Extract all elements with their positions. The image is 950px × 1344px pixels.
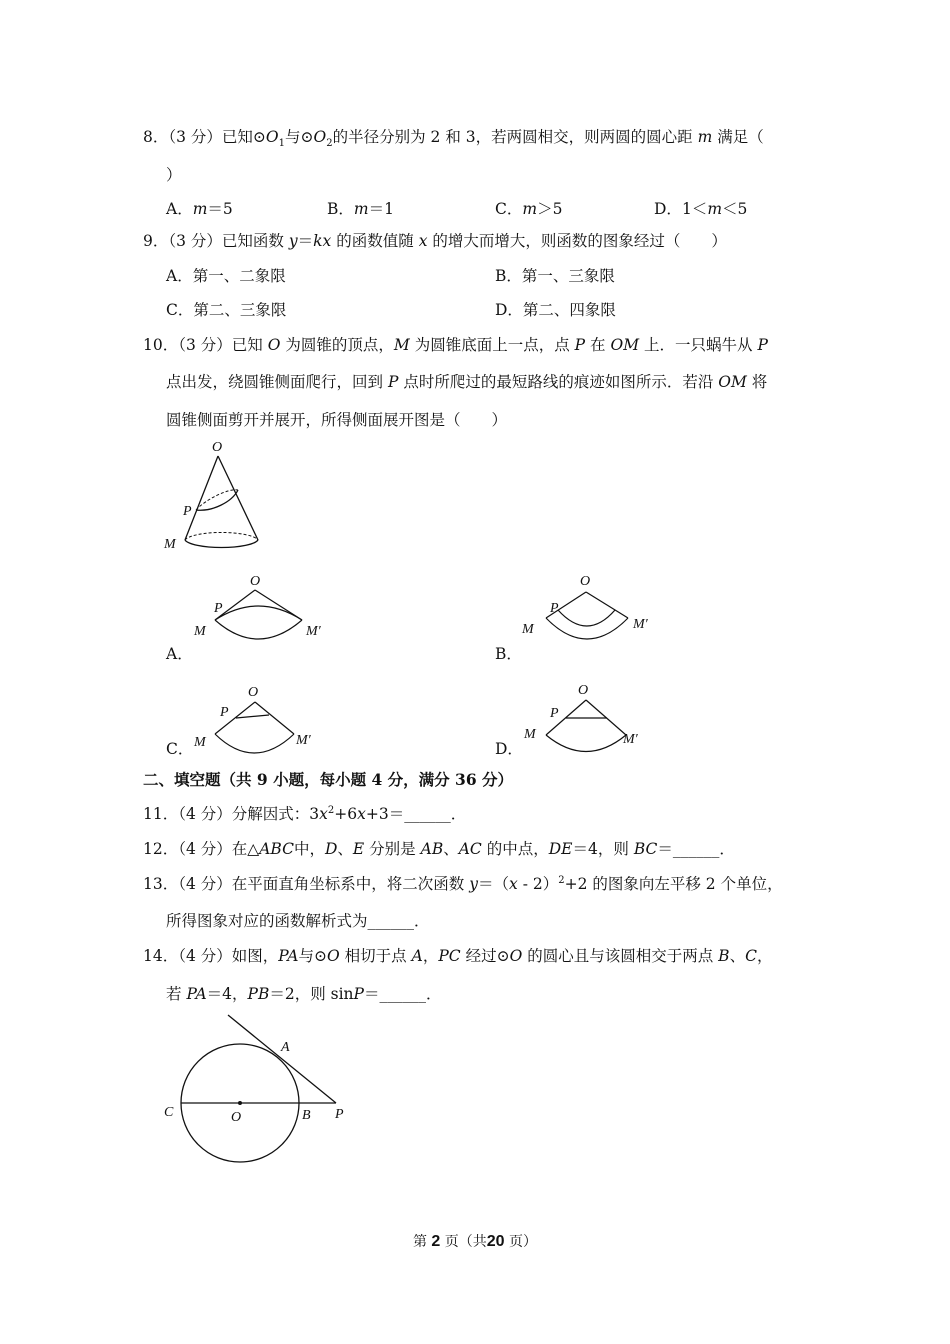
fig14-label-c: C bbox=[164, 1105, 174, 1120]
q8-close-paren: ） bbox=[166, 166, 182, 184]
figa-label-o: O bbox=[250, 574, 261, 589]
q8-option-d: D．1＜m＜5 bbox=[654, 200, 748, 218]
q10-line1: 10．（3 分）已知 O 为圆锥的顶点，M 为圆锥底面上一点，点 P 在 OM 上．一只蜗牛从 P bbox=[143, 336, 768, 354]
figa-label-p: P bbox=[214, 601, 223, 616]
q9-option-d: D．第二、四象限 bbox=[495, 301, 616, 319]
unfold-figure-c bbox=[190, 682, 330, 758]
tangent-circle-figure bbox=[158, 1010, 363, 1170]
figc-label-p: P bbox=[220, 705, 229, 720]
q10-option-b-label: B． bbox=[495, 645, 522, 663]
figb-label-o: O bbox=[580, 574, 591, 589]
page-number: 2 bbox=[431, 1233, 441, 1250]
figb-label-m: M bbox=[522, 622, 534, 637]
figc-label-m-prime: M′ bbox=[296, 733, 311, 748]
fig14-label-a: A bbox=[281, 1040, 290, 1055]
figc-label-o: O bbox=[248, 685, 259, 700]
q8-line1: 8．（3 分）已知$⊙O_1$与$⊙O_2$的半径分别为 2 和 3，若两圆相交，则两圆的圆心距 m 满足（ bbox=[143, 128, 764, 150]
unfold-figure-a bbox=[190, 570, 330, 646]
figd-label-m: M bbox=[524, 727, 536, 742]
q9-option-c: C．第二、三象限 bbox=[166, 301, 287, 319]
figb-label-p: P bbox=[550, 601, 559, 616]
q8-option-c: C．m＞5 bbox=[495, 200, 563, 218]
q12-line1: 12．（4 分）在△ABC中，D、E 分别是 AB、AC 的中点，DE＝4，则 BC＝______． bbox=[143, 840, 735, 858]
q10-option-d-label: D． bbox=[495, 740, 523, 758]
figb-label-m-prime: M′ bbox=[633, 617, 648, 632]
q14-line2: 若 PA＝4，PB＝2，则 sinP＝______． bbox=[166, 985, 442, 1003]
cone-label-m: M bbox=[164, 537, 176, 552]
unfold-figure-d bbox=[520, 680, 660, 756]
q11-line1: 11．（4 分）分解因式：$3x^2+6x+3=\_\_\_\_\_\_$． bbox=[143, 804, 467, 823]
q9-option-b: B．第一、三象限 bbox=[495, 267, 615, 285]
figd-label-m-prime: M′ bbox=[623, 732, 638, 747]
page-footer: 第 2 页（共20 页） bbox=[412, 1233, 538, 1250]
figd-label-p: P bbox=[550, 706, 559, 721]
q10-option-c-label: C． bbox=[166, 740, 194, 758]
fig14-label-p: P bbox=[335, 1107, 344, 1122]
q9-line1: 9．（3 分）已知函数 y＝kx 的函数值随 x 的增大而增大，则函数的图象经过（ ） bbox=[143, 232, 727, 250]
q13-line2: 所得图象对应的函数解析式为______． bbox=[166, 912, 430, 930]
tangent-line-pa bbox=[228, 1015, 336, 1103]
fig14-label-b: B bbox=[302, 1108, 311, 1123]
q10-line2: 点出发，绕圆锥侧面爬行，回到 P 点时所爬过的最短路线的痕迹如图所示．若沿 OM 将 bbox=[166, 373, 768, 391]
q8-option-b: B．m＝1 bbox=[327, 200, 394, 218]
q10-line3: 圆锥侧面剪开并展开，所得侧面展开图是（ ） bbox=[166, 411, 508, 429]
figa-label-m-prime: M′ bbox=[306, 624, 321, 639]
fig14-label-o: O bbox=[231, 1110, 242, 1125]
section-heading-fill-in: 二、填空题（共 9 小题，每小题 4 分，满分 36 分） bbox=[143, 770, 514, 789]
figa-label-m: M bbox=[194, 624, 206, 639]
q14-line1: 14．（4 分）如图，PA与⊙O 相切于点 A，PC 经过⊙O 的圆心且与该圆相交于两点 B、C， bbox=[143, 947, 773, 965]
center-dot bbox=[238, 1101, 242, 1105]
unfold-figure-b bbox=[518, 570, 658, 646]
figc-label-m: M bbox=[194, 735, 206, 750]
q13-line1: 13．（4 分）在平面直角坐标系中，将二次函数 y＝（x - 2）$^2$+2 的图象向左平移 2 个单位， bbox=[143, 874, 783, 893]
page-total: 20 bbox=[486, 1233, 505, 1250]
cone-figure bbox=[160, 436, 270, 558]
q10-option-a-label: A． bbox=[166, 645, 193, 663]
q9-option-a: A．第一、二象限 bbox=[166, 267, 286, 285]
cone-label-p: P bbox=[183, 504, 192, 519]
q8-option-a: A．m＝5 bbox=[166, 200, 233, 218]
figd-label-o: O bbox=[578, 683, 589, 698]
cone-label-o: O bbox=[212, 440, 223, 455]
